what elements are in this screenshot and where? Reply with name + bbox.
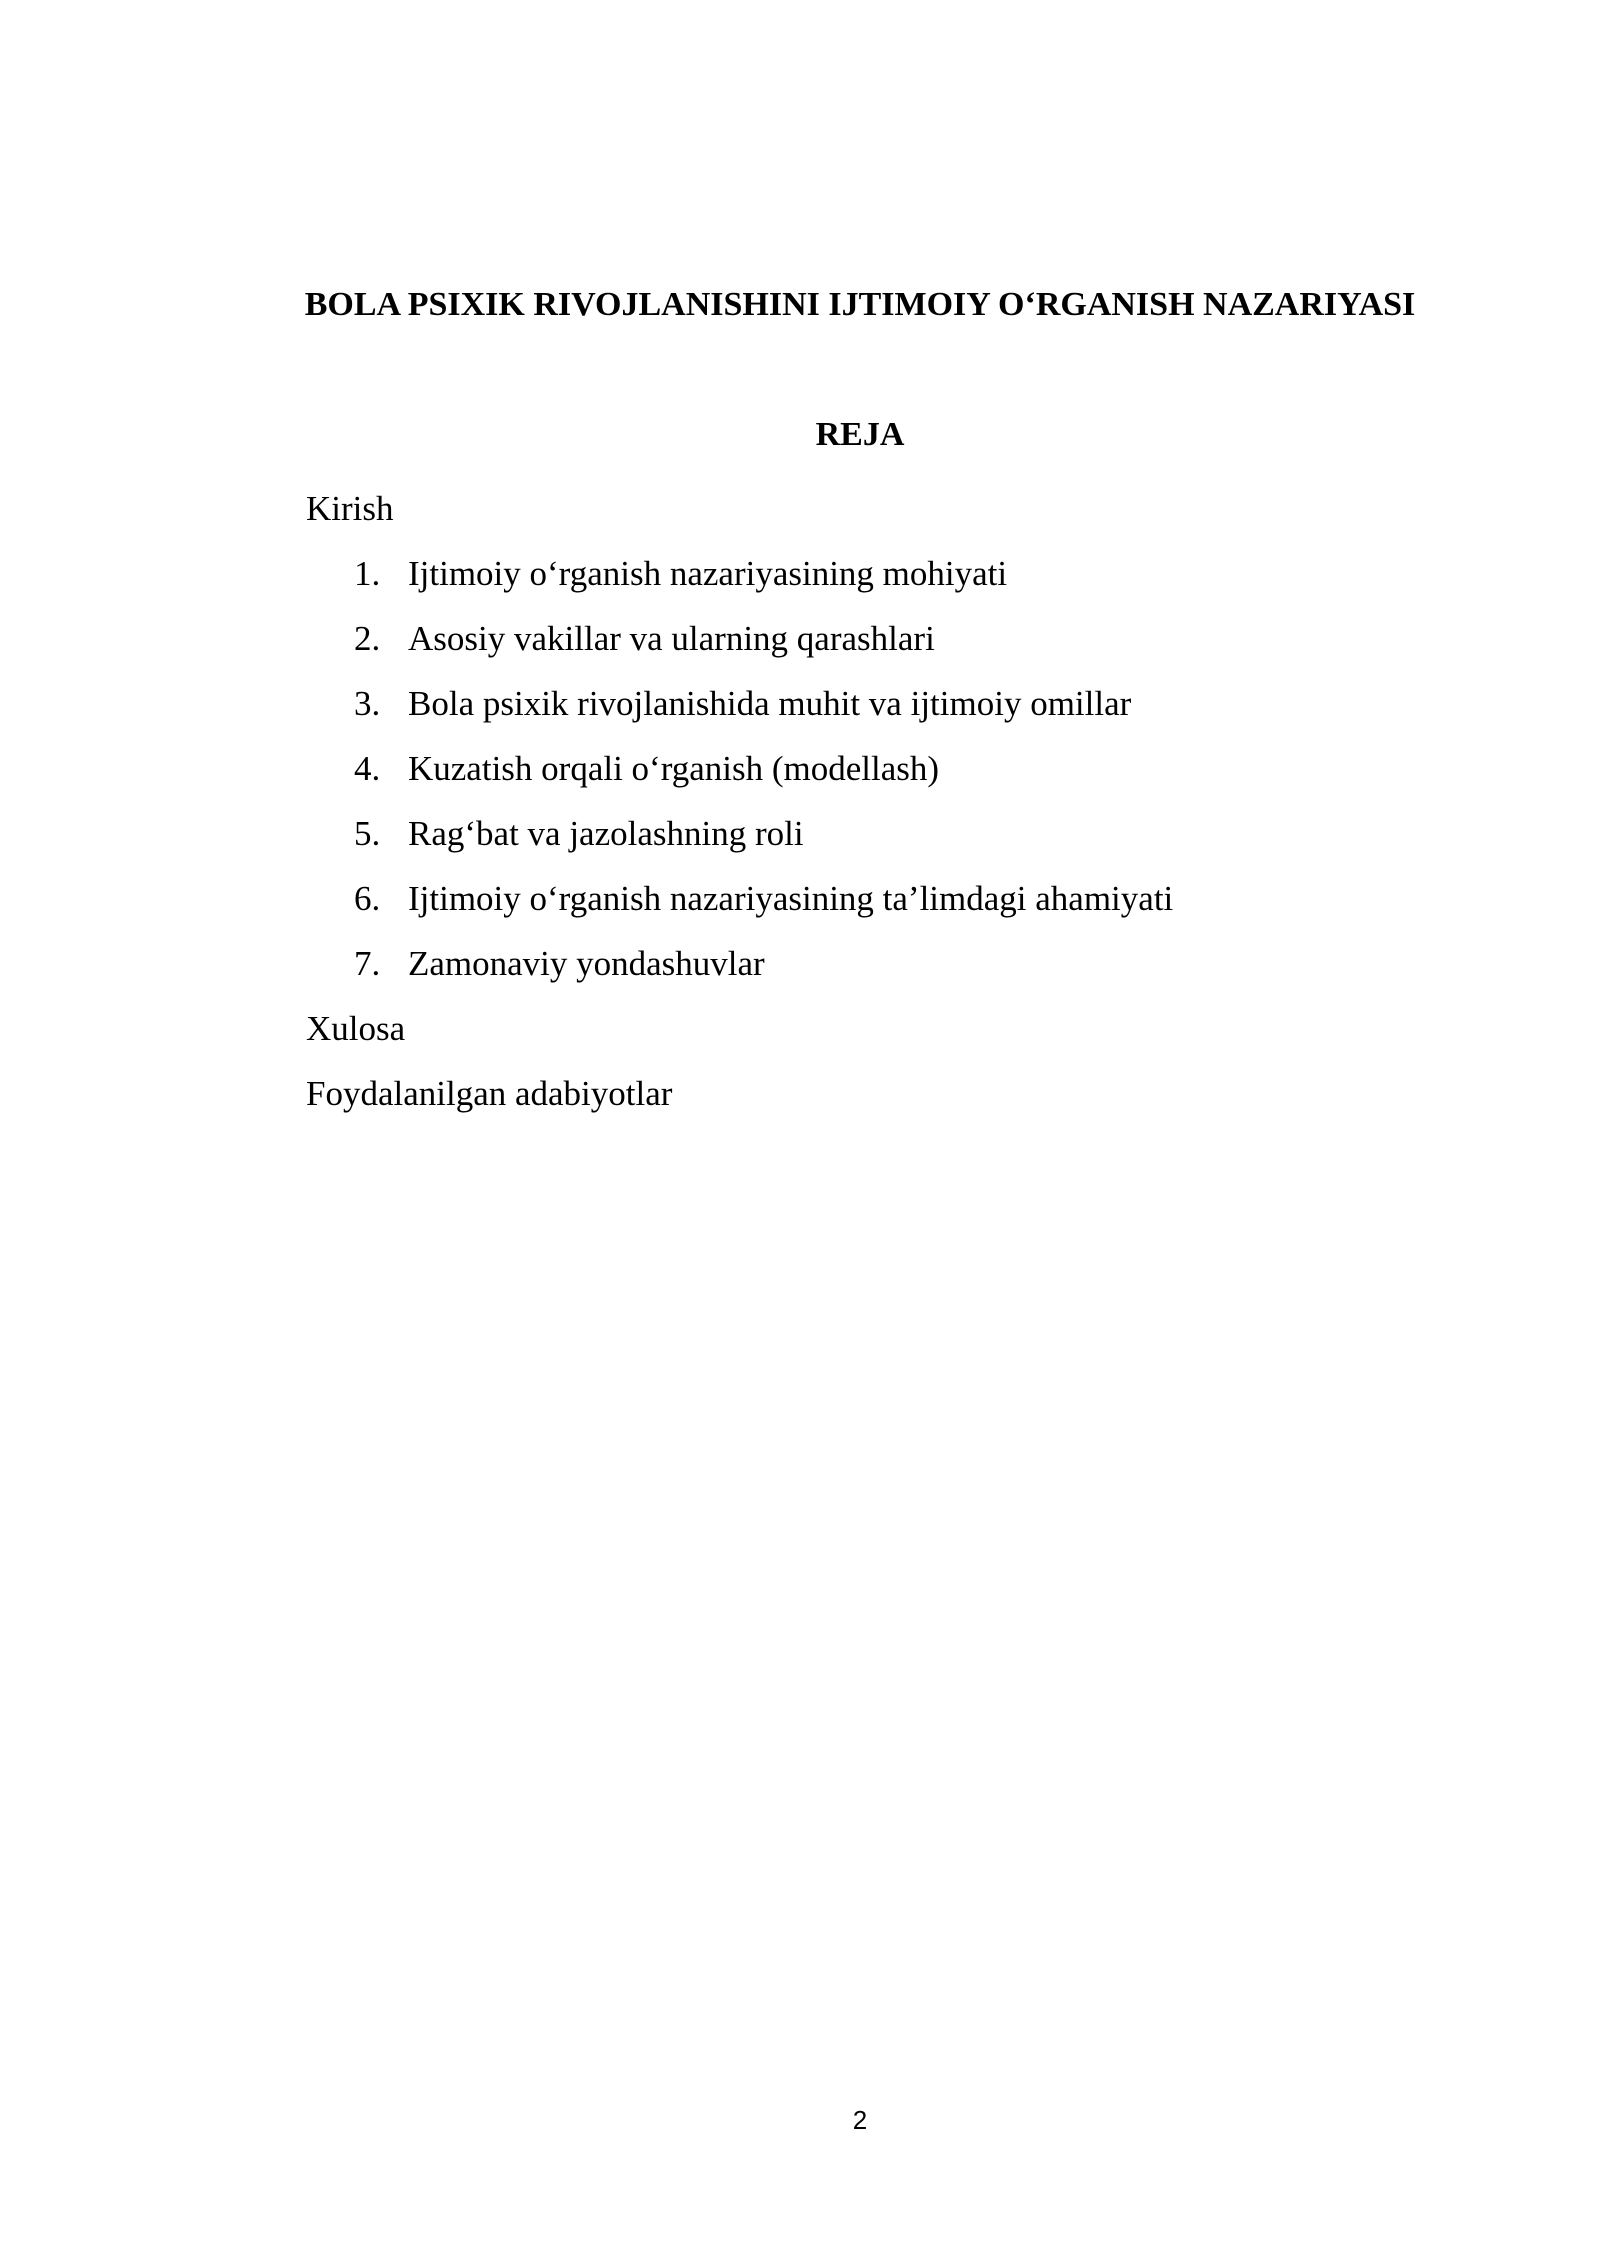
plan-references: Foydalanilgan adabiyotlar — [306, 1074, 673, 1113]
list-item — [306, 736, 1406, 801]
list-item — [306, 931, 1406, 996]
list-item-text: Ijtimoiy o‘rganish nazariyasining ta’limdagi ahamiyati — [408, 879, 1174, 918]
list-item-number: 5. — [354, 814, 381, 853]
plan-intro: Kirish — [306, 489, 394, 528]
list-item-text: Kuzatish orqali o‘rganish (modellash) — [408, 749, 940, 788]
list-item-text: Rag‘bat va jazolashning roli — [408, 814, 804, 853]
list-item-number: 2. — [354, 619, 381, 658]
list-item — [306, 671, 1406, 736]
plan-outline — [306, 476, 1406, 1126]
document-title: BOLA PSIXIK RIVOJLANISHINI IJTIMOIY O‘RGANISH NAZARIYASI — [304, 286, 1416, 323]
list-item — [306, 606, 1406, 671]
plan-heading: REJA — [815, 416, 905, 453]
list-item-text: Zamonaviy yondashuvlar — [408, 944, 765, 983]
list-item — [306, 541, 1406, 606]
plan-conclusion: Xulosa — [306, 1009, 406, 1048]
list-item-number: 1. — [354, 554, 381, 593]
list-item-number: 4. — [354, 749, 381, 788]
list-item — [306, 866, 1406, 931]
list-item-text: Asosiy vakillar va ularning qarashlari — [408, 619, 935, 658]
page-number: 2 — [852, 2105, 868, 2135]
list-item-number: 7. — [354, 944, 381, 983]
list-item-number: 6. — [354, 879, 381, 918]
list-item-number: 3. — [354, 684, 381, 723]
plan-list — [306, 541, 1406, 996]
list-item — [306, 801, 1406, 866]
list-item-text: Bola psixik rivojlanishida muhit va ijtimoiy omillar — [408, 684, 1132, 723]
list-item-text: Ijtimoiy o‘rganish nazariyasining mohiyati — [408, 554, 1008, 593]
